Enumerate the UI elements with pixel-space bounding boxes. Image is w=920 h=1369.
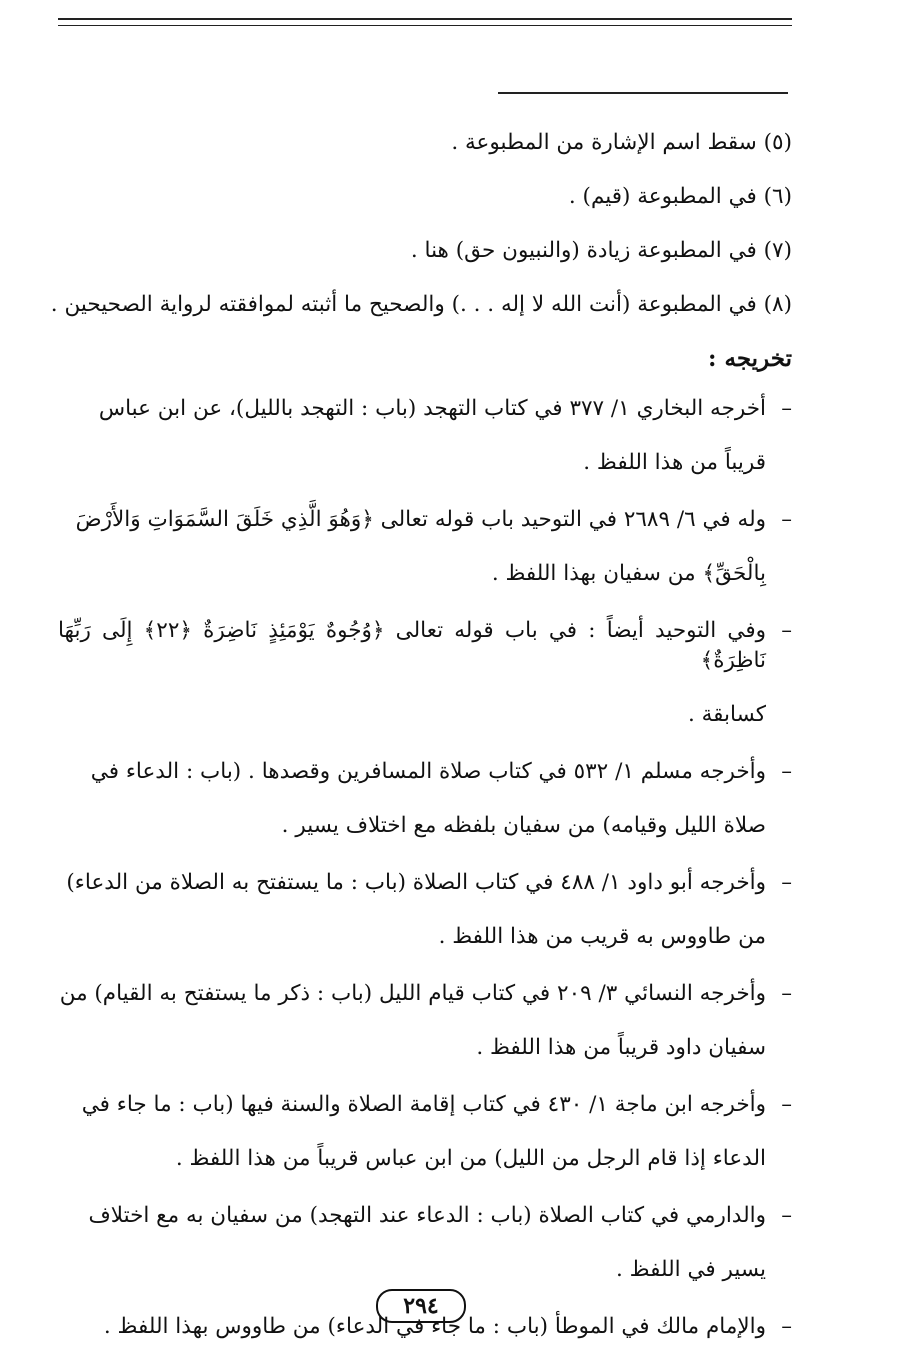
item-line-2: كسابقة .: [687, 702, 766, 727]
item-line-1: والإمام مالك في الموطأ (باب : ما جاء في الدعاء) من طاووس بهذا اللفظ .: [103, 1314, 766, 1339]
item-dash: –: [781, 981, 792, 1006]
item-line-1: وأخرجه مسلم ١/ ٥٣٢ في كتاب صلاة المسافرين وقصدها . (باب : الدعاء في: [90, 759, 766, 784]
item-line-2: من طاووس به قريب من هذا اللفظ .: [438, 924, 766, 949]
item-dash: –: [781, 759, 792, 784]
takhrij-item-nasai: [58, 979, 792, 1063]
page-content: [50, 128, 792, 1369]
item-line-2: الدعاء إذا قام الرجل من الليل) من ابن عباس قريباً من هذا اللفظ .: [175, 1146, 766, 1171]
item-line-2: يسير في اللفظ .: [616, 1257, 766, 1282]
takhrij-item-darimi: [58, 1201, 792, 1285]
item-dash: –: [781, 507, 792, 532]
item-line-1: وفي التوحيد أيضاً : في باب قوله تعالى ﴿وُجُوهٌ يَوْمَئِذٍ نَاضِرَةٌ ﴿٢٢﴾ إِلَى رَبِّهَا نَاظِرَةٌ﴾: [58, 618, 767, 673]
item-line-2: صلاة الليل وقيامه) من سفيان بلفظه مع اختلاف يسير .: [281, 813, 766, 838]
item-line-1: وأخرجه أبو داود ١/ ٤٨٨ في كتاب الصلاة (باب : ما يستفتح به الصلاة من الدعاء): [66, 870, 766, 895]
item-dash: –: [781, 1203, 792, 1228]
header-rule-thin: [58, 25, 792, 26]
item-dash: –: [781, 618, 792, 643]
item-line-1: وأخرجه ابن ماجة ١/ ٤٣٠ في كتاب إقامة الصلاة والسنة فيها (باب : ما جاء في: [81, 1092, 766, 1117]
footnote-5: (٥) سقط اسم الإشارة من المطبوعة .: [451, 130, 792, 155]
takhrij-item-bukhari: [58, 394, 792, 478]
item-dash: –: [781, 396, 792, 421]
item-line-1: أخرجه البخاري ١/ ٣٧٧ في كتاب التهجد (باب : التهجد بالليل)، عن ابن عباس: [98, 396, 766, 421]
takhrij-item-ibn-majah: [58, 1090, 792, 1174]
takhrij-item-abu-dawud: [58, 868, 792, 952]
item-dash: –: [781, 870, 792, 895]
footnote-separator: [498, 92, 788, 94]
takhrij-item-muslim: [58, 757, 792, 841]
item-dash: –: [781, 1092, 792, 1117]
footnote-6: (٦) في المطبوعة (قيم) .: [568, 184, 792, 209]
item-line-1: وأخرجه النسائي ٣/ ٢٠٩ في كتاب قيام الليل (باب : ذكر ما يستفتح به القيام) من: [59, 981, 766, 1006]
item-line-2: بِالْحَقِّ﴾ من سفيان بهذا اللفظ .: [491, 561, 766, 586]
page-number: ٢٩٤: [376, 1289, 466, 1323]
item-dash: –: [781, 1314, 792, 1339]
item-line-1: وله في ٦/ ٢٦٨٩ في التوحيد باب قوله تعالى ﴿وَهُوَ الَّذِي خَلَقَ السَّمَوَاتِ وَالأَرْضَ: [75, 507, 766, 532]
footnote-8: (٨) في المطبوعة (أنت الله لا إله . . .) والصحيح ما أثبته لموافقته لرواية الصحيحين .: [50, 292, 792, 317]
item-line-1: والدارمي في كتاب الصلاة (باب : الدعاء عند التهجد) من سفيان به مع اختلاف: [88, 1203, 766, 1228]
takhrij-item-tawhid: [58, 505, 792, 589]
header-rule-thick: [58, 18, 792, 20]
item-line-2: قريباً من هذا اللفظ .: [583, 450, 766, 475]
takhrij-heading: تخريجه :: [707, 345, 792, 372]
item-line-2: سفيان داود قريباً من هذا اللفظ .: [476, 1035, 766, 1060]
takhrij-item-tawhid-2: [58, 616, 792, 730]
footnote-7: (٧) في المطبوعة زيادة (والنبيون حق) هنا .: [410, 238, 792, 263]
